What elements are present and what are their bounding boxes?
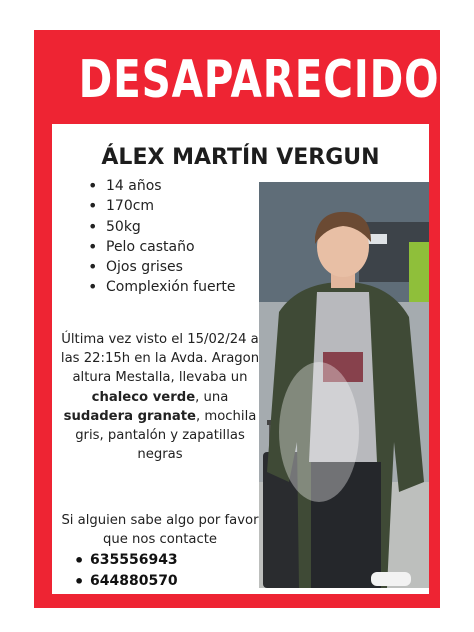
trait-age: • 14 años — [86, 176, 246, 196]
person-name: ÁLEX MARTÍN VERGUN — [101, 145, 380, 170]
trait-height: • 170cm — [86, 196, 246, 216]
desc-bold-vest: chaleco verde — [91, 389, 196, 405]
trait-build: • Complexión fuerte — [86, 277, 246, 297]
trait-weight: • 50kg — [86, 217, 246, 237]
desc-text-2: , una — [195, 389, 229, 405]
trait-eyes: • Ojos grises — [86, 257, 246, 277]
contact-text: Si alguien sabe algo por favor que nos contacte — [61, 513, 259, 548]
person-photo — [259, 182, 429, 588]
phone-list — [74, 550, 178, 592]
last-seen-description — [60, 330, 260, 464]
info-card — [52, 124, 429, 594]
phone-2[interactable]: • 644880570 — [74, 571, 178, 592]
traits-list — [86, 176, 246, 298]
headline: DESAPARECIDO — [78, 50, 440, 110]
desc-bold-sweatshirt: sudadera granate — [63, 408, 196, 424]
desc-text-3: , mochila gris, pantalón y zapatillas negras — [75, 408, 257, 463]
desc-text-1: Última vez visto el 15/02/24 a las 22:15h en la Avda. Aragon altura Mestalla, llevaba un — [60, 332, 260, 386]
trait-hair: • Pelo castaño — [86, 237, 246, 257]
phone-1[interactable]: • 635556943 — [74, 550, 178, 571]
